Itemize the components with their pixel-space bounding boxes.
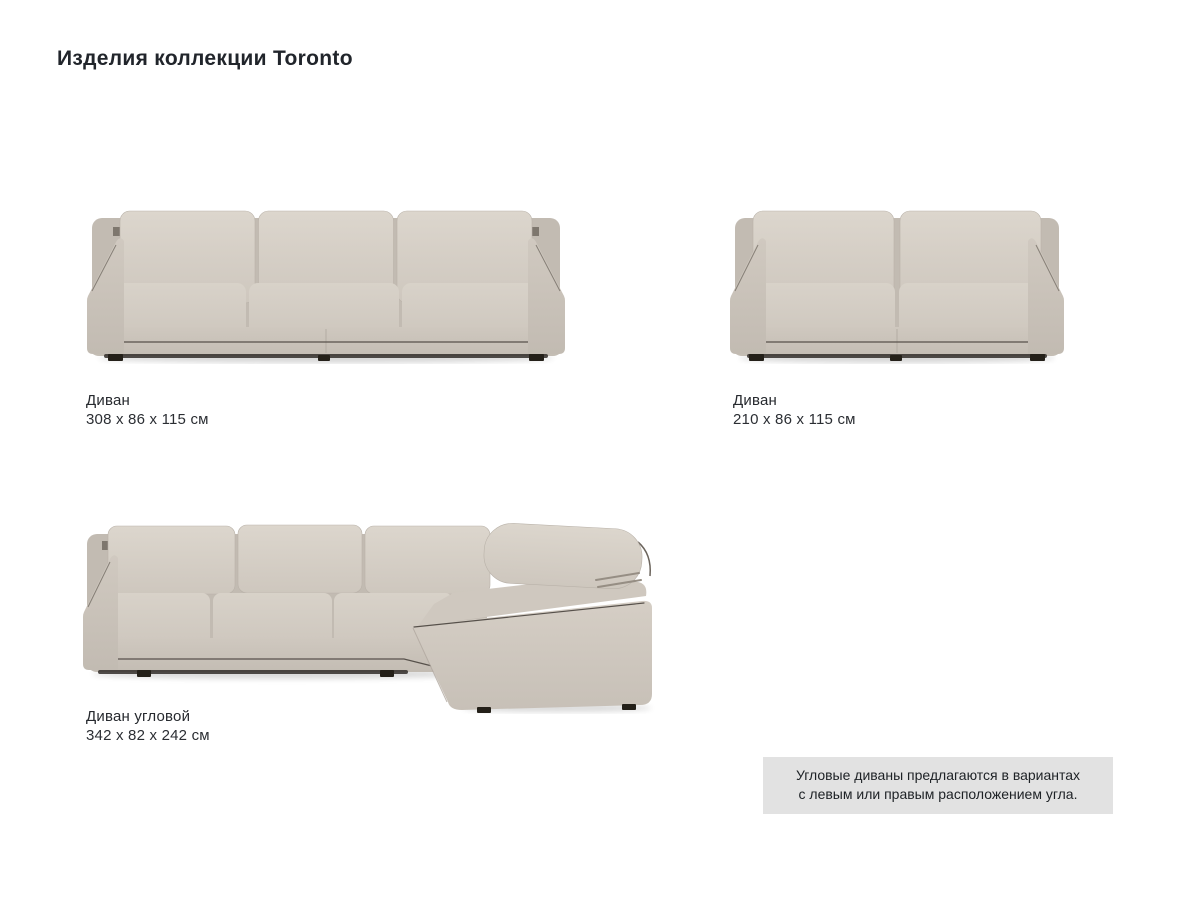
page-title: Изделия коллекции Toronto (57, 47, 353, 70)
corner-sofas-note-line1: Угловые диваны предлагаются в вариантах (795, 767, 1081, 783)
product-name: Диван (86, 392, 130, 409)
corner-sofas-note (763, 757, 1113, 814)
sofa-2-seat-image (729, 196, 1065, 364)
product-dimensions: 308 x 86 x 115 см (86, 411, 209, 428)
product-name: Диван (733, 392, 777, 409)
product-dimensions: 210 x 86 x 115 см (733, 411, 856, 428)
sofa-3-seat-image (86, 196, 566, 364)
corner-sofas-note-line2: с левым или правым расположением угла. (798, 786, 1078, 802)
product-label-sofa-corner (86, 707, 210, 745)
product-dimensions: 342 x 82 x 242 см (86, 727, 210, 744)
product-label-sofa-3-seat (86, 391, 209, 429)
product-name: Диван угловой (86, 708, 191, 725)
product-label-sofa-2-seat (733, 391, 856, 429)
sofa-corner-image (82, 514, 662, 714)
